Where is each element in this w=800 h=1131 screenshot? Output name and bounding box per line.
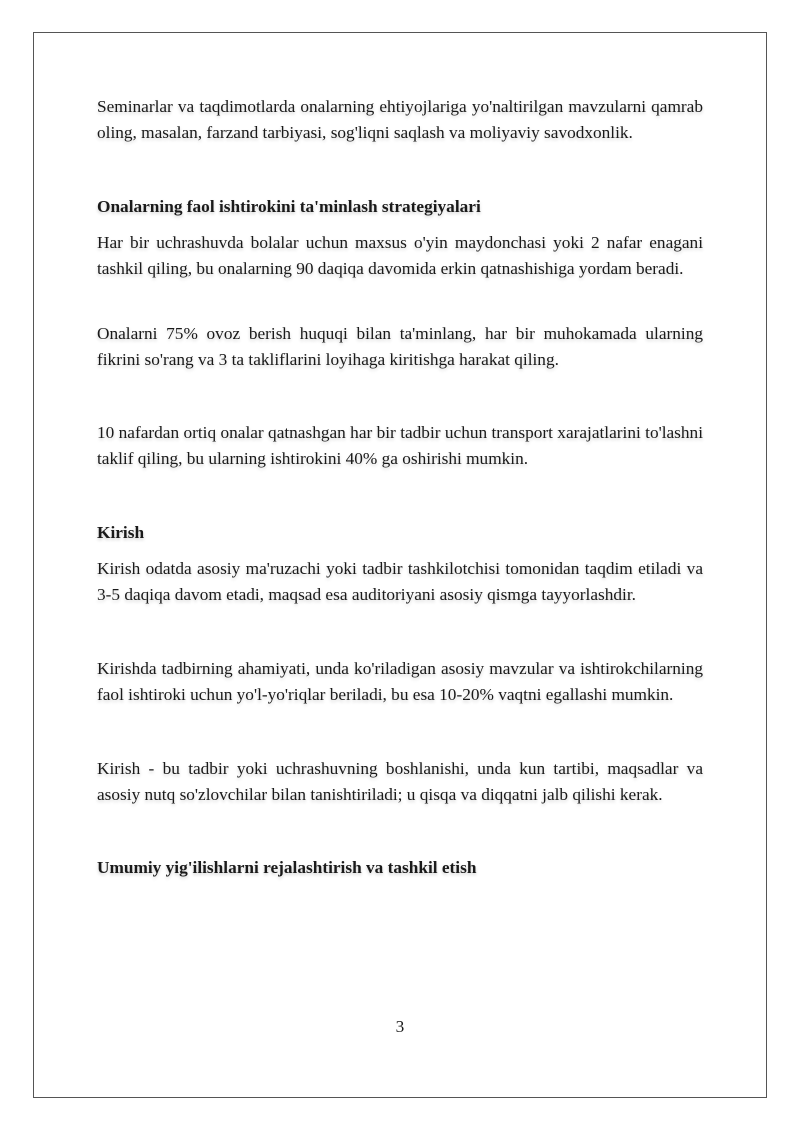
- heading-planning: Umumiy yig'ilishlarni rejalashtirish va tashkil etish: [97, 858, 477, 877]
- paragraph-kirish-3: Kirish - bu tadbir yoki uchrashuvning boshlanishi, unda kun tartibi, maqsadlar va asosiy nutq so'zlovchilar bilan tanishtiriladi; u qisqa va diqqatni jalb qilishi kerak.: [97, 759, 703, 804]
- paragraph-voting: Onalarni 75% ovoz berish huquqi bilan ta'minlang, har bir muhokamada ularning fikrini so'rang va 3 ta takliflarini loyihaga kiritishga harakat qiling.: [97, 324, 703, 369]
- document-body: [97, 94, 703, 881]
- page-number: 3: [395, 1017, 405, 1036]
- paragraph-playground: Har bir uchrashuvda bolalar uchun maxsus o'yin maydonchasi yoki 2 nafar enagani tashkil qiling, bu onalarning 90 daqiqa davomida erkin qatnashishiga yordam beradi.: [97, 233, 703, 278]
- paragraph-kirish-1: Kirish odatda asosiy ma'ruzachi yoki tadbir tashkilotchisi tomonidan taqdim etiladi va 3-5 daqiqa davom etadi, maqsad esa auditoriyani asosiy qismga tayyorlashdir.: [97, 559, 703, 604]
- heading-strategies: Onalarning faol ishtirokini ta'minlash strategiyalari: [97, 197, 481, 216]
- paragraph-seminars: Seminarlar va taqdimotlarda onalarning ehtiyojlariga yo'naltirilgan mavzularni qamrab oling, masalan, farzand tarbiyasi, sog'liqni saqlash va moliyaviy savodxonlik.: [97, 97, 703, 142]
- paragraph-kirish-2: Kirishda tadbirning ahamiyati, unda ko'riladigan asosiy mavzular va ishtirokchilarning faol ishtiroki uchun yo'l-yo'riqlar beriladi, bu esa 10-20% vaqtni egallashi mumkin.: [97, 659, 703, 704]
- heading-kirish: Kirish: [97, 523, 145, 542]
- paragraph-transport: 10 nafardan ortiq onalar qatnashgan har bir tadbir uchun transport xarajatlarini to'lashni taklif qiling, bu ularning ishtirokini 40% ga oshirishi mumkin.: [97, 423, 703, 468]
